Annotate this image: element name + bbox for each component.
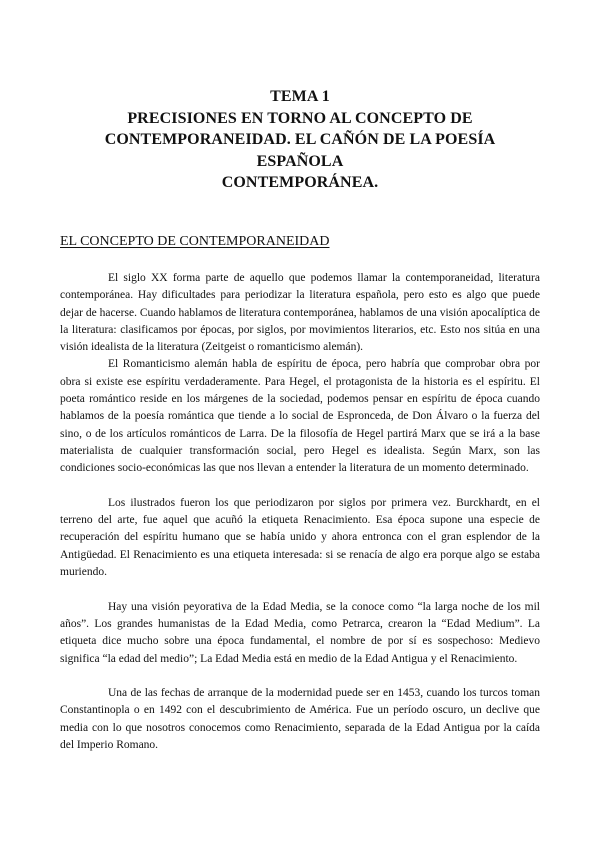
section-heading: EL CONCEPTO DE CONTEMPORANEIDAD <box>60 234 330 249</box>
title-line: TEMA 1 <box>270 88 330 105</box>
title-line: ESPAÑOLA <box>256 152 344 170</box>
paragraph: Los ilustrados fueron los que periodizaron por siglos por primera vez. Burckhardt, en el terreno del arte, fue aquel que acuñó la etiqueta Renacimiento. Esa época supone una especie de recuperación del espíritu humano que se había unido y ahora entronca con el gran esplendor de la Antigüedad. El Renacimiento es una etiqueta interesada: si se renacía de algo era porque algo se estaba muriendo. <box>60 496 540 579</box>
document-title <box>60 86 540 194</box>
title-line: CONTEMPORANEIDAD. EL CAÑÓN DE LA POESÍA <box>104 131 496 148</box>
paragraph: El siglo XX forma parte de aquello que podemos llamar la contemporaneidad, literatura contemporánea. Hay dificultades para periodizar la literatura española, pero esto es algo que puede dejar de hacerse. Cuando hablamos de literatura contemporánea, hablamos de una visión apocalíptica de la literatura: clasificamos por épocas, por siglos, por movimientos literarios, etc. Esto nos sitúa en una visión idealista de la literatura (Zeitgeist o romanticismo alemán). <box>60 272 540 354</box>
paragraph: El Romanticismo alemán habla de espíritu de época, pero habría que comprobar obra por obra si existe ese espíritu verdaderamente. Para Hegel, el protagonista de la historia es el espíritu. El poeta romántico reside en los márgenes de la sociedad, podemos pensar en espíritu de época cuando hablamos de la poesía romántica que tiende a lo social de Espronceda, de Don Álvaro o la fuerza del sino, o de los artículos románticos de Larra. De la filosofía de Hegel partirá Marx que se irá a la base materialista de cualquier transformación social, pero Hegel es idealista. Según Marx, son las condiciones socio-económicas las que nos llevan a entender la literatura de un momento determinado. <box>60 358 540 475</box>
title-line: PRECISIONES EN TORNO AL CONCEPTO DE <box>127 109 473 127</box>
paragraph: Una de las fechas de arranque de la modernidad puede ser en 1453, cuando los turcos toman Constantinopla o en 1492 con el descubrimiento de América. Fue un período oscuro, un declive que media con lo que nosotros conocemos como Renacimiento, separada de la Edad Antigua por la caída del Imperio Romano. <box>60 687 540 752</box>
paragraph: Hay una visión peyorativa de la Edad Media, se la conoce como “la larga noche de los mil años”. Los grandes humanistas de la Edad Media, como Petrarca, crearon la “Edad Medium”. La etiqueta dice mucho sobre una época fundamental, el nombre de por sí es sospechoso: Medievo significa “la edad del medio”; La Edad Media está en medio de la Edad Antigua y el Renacimiento. <box>60 600 540 665</box>
body-text <box>60 270 540 754</box>
title-line: CONTEMPORÁNEA. <box>221 174 379 191</box>
